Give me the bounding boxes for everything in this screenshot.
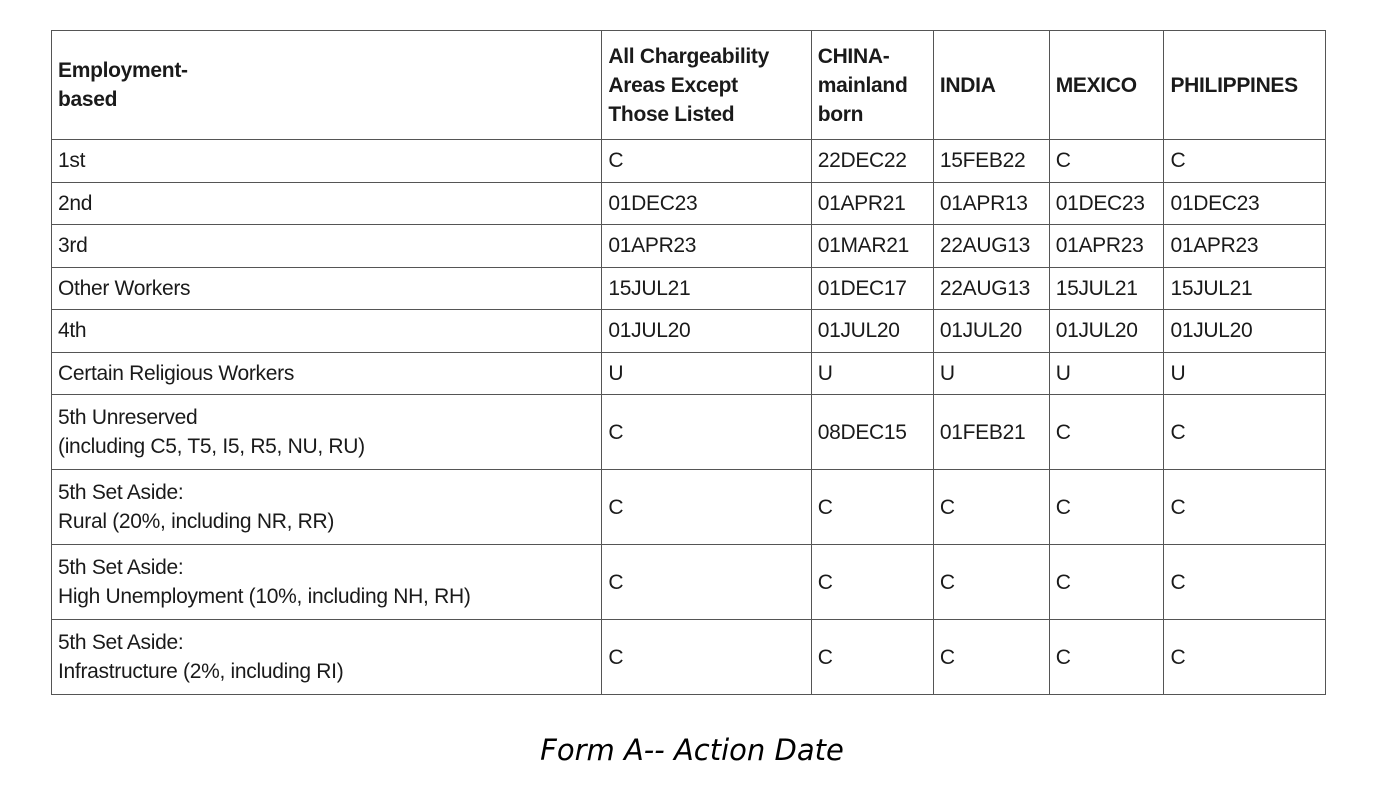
row-category: 2nd <box>52 182 602 225</box>
cell-mexico: U <box>1049 352 1164 395</box>
cell-all-chargeability: 01DEC23 <box>602 182 811 225</box>
header-philippines: PHILIPPINES <box>1164 31 1326 140</box>
header-india: INDIA <box>933 31 1049 140</box>
table-row <box>52 395 1326 470</box>
cell-mexico: 01APR23 <box>1049 225 1164 268</box>
cell-india: 01FEB21 <box>933 395 1049 470</box>
cell-china: 01JUL20 <box>811 310 933 353</box>
cell-china: 08DEC15 <box>811 395 933 470</box>
cell-all-chargeability: 01APR23 <box>602 225 811 268</box>
table-row <box>52 140 1326 183</box>
header-row <box>52 31 1326 140</box>
visa-bulletin-table-container <box>51 30 1326 695</box>
cell-philippines: 01DEC23 <box>1164 182 1326 225</box>
table-row <box>52 545 1326 620</box>
cell-all-chargeability: C <box>602 620 811 695</box>
cell-india: 15FEB22 <box>933 140 1049 183</box>
cell-philippines: C <box>1164 470 1326 545</box>
table-row <box>52 470 1326 545</box>
row-category: 5th Set Aside: Rural (20%, including NR, RR) <box>52 470 602 545</box>
cell-mexico: C <box>1049 470 1164 545</box>
cell-india: C <box>933 620 1049 695</box>
table-row <box>52 352 1326 395</box>
cell-china: C <box>811 545 933 620</box>
row-category: 3rd <box>52 225 602 268</box>
header-china: CHINA- mainland born <box>811 31 933 140</box>
row-category: 4th <box>52 310 602 353</box>
row-category: 1st <box>52 140 602 183</box>
cell-all-chargeability: U <box>602 352 811 395</box>
table-row <box>52 310 1326 353</box>
header-mexico: MEXICO <box>1049 31 1164 140</box>
table-row <box>52 225 1326 268</box>
row-category: Other Workers <box>52 267 602 310</box>
cell-china: U <box>811 352 933 395</box>
header-category: Employment- based <box>52 31 602 140</box>
table-caption: Form A-- Action Date <box>540 733 844 767</box>
cell-india: U <box>933 352 1049 395</box>
header-all-chargeability: All Chargeability Areas Except Those Listed <box>602 31 811 140</box>
cell-mexico: 15JUL21 <box>1049 267 1164 310</box>
cell-mexico: C <box>1049 395 1164 470</box>
cell-all-chargeability: C <box>602 545 811 620</box>
cell-india: 22AUG13 <box>933 267 1049 310</box>
cell-india: 01APR13 <box>933 182 1049 225</box>
cell-philippines: 15JUL21 <box>1164 267 1326 310</box>
cell-india: 22AUG13 <box>933 225 1049 268</box>
cell-china: 22DEC22 <box>811 140 933 183</box>
cell-philippines: C <box>1164 140 1326 183</box>
row-category: 5th Unreserved (including C5, T5, I5, R5, NU, RU) <box>52 395 602 470</box>
cell-philippines: 01APR23 <box>1164 225 1326 268</box>
cell-philippines: 01JUL20 <box>1164 310 1326 353</box>
row-category: 5th Set Aside: High Unemployment (10%, including NH, RH) <box>52 545 602 620</box>
cell-all-chargeability: 15JUL21 <box>602 267 811 310</box>
cell-mexico: 01JUL20 <box>1049 310 1164 353</box>
employment-based-action-dates-table <box>51 30 1326 695</box>
cell-mexico: C <box>1049 545 1164 620</box>
cell-philippines: C <box>1164 395 1326 470</box>
cell-philippines: C <box>1164 620 1326 695</box>
table-row <box>52 620 1326 695</box>
cell-all-chargeability: 01JUL20 <box>602 310 811 353</box>
cell-china: C <box>811 620 933 695</box>
cell-all-chargeability: C <box>602 470 811 545</box>
cell-china: 01DEC17 <box>811 267 933 310</box>
cell-philippines: U <box>1164 352 1326 395</box>
cell-china: 01MAR21 <box>811 225 933 268</box>
cell-india: C <box>933 545 1049 620</box>
cell-india: C <box>933 470 1049 545</box>
cell-china: 01APR21 <box>811 182 933 225</box>
row-category: Certain Religious Workers <box>52 352 602 395</box>
table-row <box>52 267 1326 310</box>
cell-mexico: 01DEC23 <box>1049 182 1164 225</box>
cell-india: 01JUL20 <box>933 310 1049 353</box>
row-category: 5th Set Aside: Infrastructure (2%, including RI) <box>52 620 602 695</box>
cell-all-chargeability: C <box>602 140 811 183</box>
cell-mexico: C <box>1049 620 1164 695</box>
table-row <box>52 182 1326 225</box>
cell-all-chargeability: C <box>602 395 811 470</box>
cell-philippines: C <box>1164 545 1326 620</box>
cell-mexico: C <box>1049 140 1164 183</box>
cell-china: C <box>811 470 933 545</box>
